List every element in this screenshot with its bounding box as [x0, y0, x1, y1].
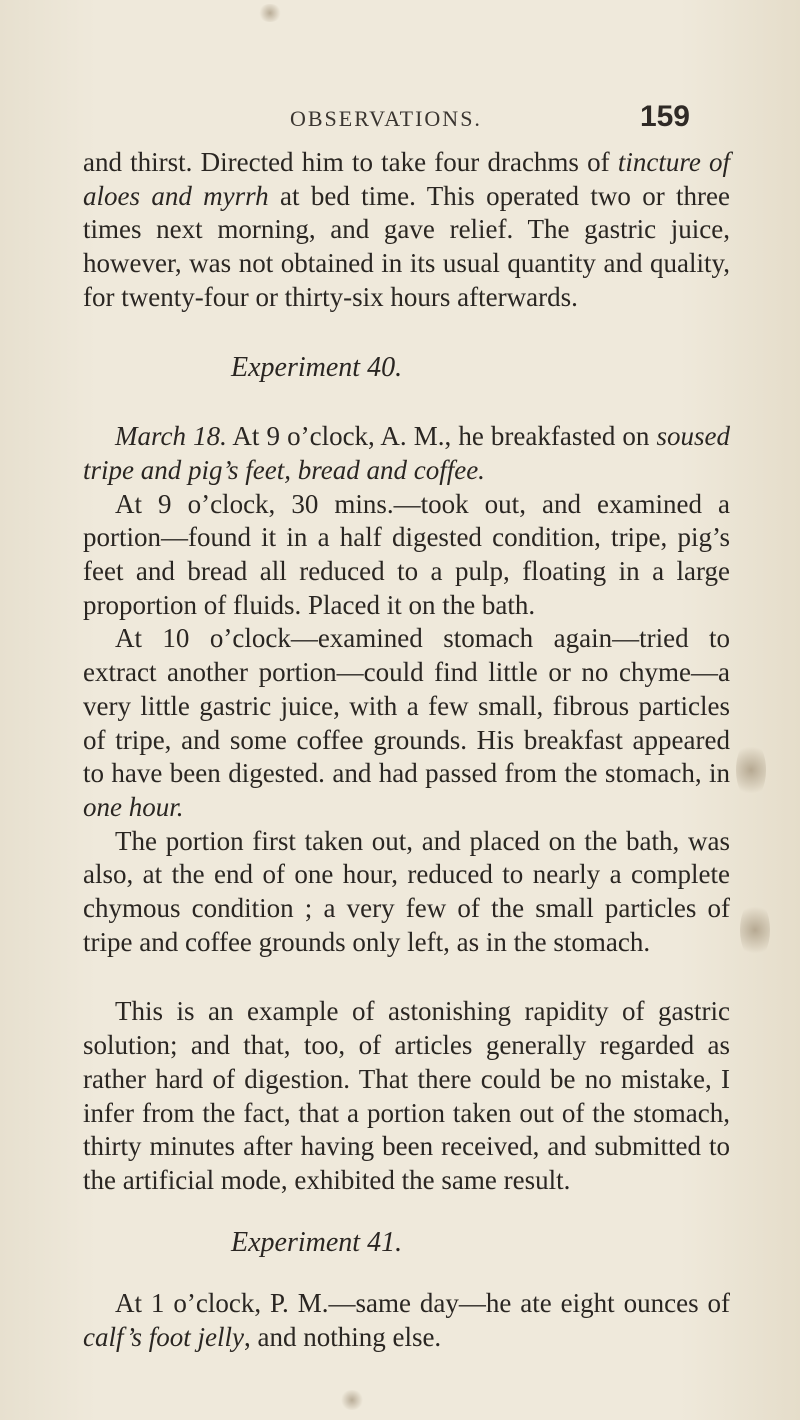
paragraph: and thirst. Directed him to take four drachms of tincture of aloes and myrrh at bed time. This operated two or three times next morning, and gave relief. The gastric juice, however, was not obtained in its usual quantity and quality, for twenty-four or thirty-six hours afterwards. — [83, 147, 730, 312]
page-body — [83, 146, 730, 1355]
italic-text: calf’s foot jelly — [83, 1322, 244, 1353]
paragraph: At 9 o’clock, 30 mins.—took out, and examined a portion—found it in a half digested condition, tripe, pig’s feet and bread all reduced to a pulp, floating in a large proportion of fluids. Placed it on the bath. — [83, 488, 730, 620]
paragraph: This is an example of astonishing rapidity of gastric solution; and that, too, of articles generally regarded as rather hard of digestion. That there could be no mistake, I infer from the fact, that a portion taken out of the stomach, thirty minutes after having been received, and submitted to the artificial mode, exhibited the same result. — [83, 996, 730, 1195]
italic-text: one hour. — [83, 791, 184, 822]
ink-smudge — [740, 900, 770, 960]
experiment-heading: Experiment 41. — [231, 1226, 403, 1258]
running-title: OBSERVATIONS. — [290, 106, 482, 131]
page-number: 159 — [639, 100, 690, 133]
ink-smudge — [258, 4, 282, 22]
experiment-heading: Experiment 40. — [231, 351, 403, 383]
paragraph: The portion first taken out, and placed on the bath, was also, at the end of one hour, reduced to nearly a complete chymous condition ; a very few of the small particles of tripe and coffee grounds only left, as in the stomach. — [83, 825, 730, 957]
paragraph: At 10 o’clock—examined stomach again—tried to extract another portion—could find little or no chyme—a very little gastric juice, with a few small, fibrous particles of tripe, and some coffee grounds. His breakfast appeared to have been digested. and had passed from the stomach, in one hour. — [83, 623, 730, 822]
italic-text: tincture of aloes and myrrh — [83, 147, 730, 211]
italic-text: soused tripe and pig’s feet, bread and coffee. — [83, 421, 730, 485]
ink-smudge — [736, 740, 766, 800]
page-header — [290, 100, 690, 134]
paragraph: March 18. At 9 o’clock, A. M., he breakfasted on soused tripe and pig’s feet, bread and coffee. — [83, 421, 730, 485]
ink-smudge — [340, 1390, 364, 1410]
italic-date: March 18. — [115, 421, 227, 452]
paragraph: At 1 o’clock, P. M.—same day—he ate eight ounces of calf’s foot jelly, and nothing else. — [83, 1288, 730, 1353]
